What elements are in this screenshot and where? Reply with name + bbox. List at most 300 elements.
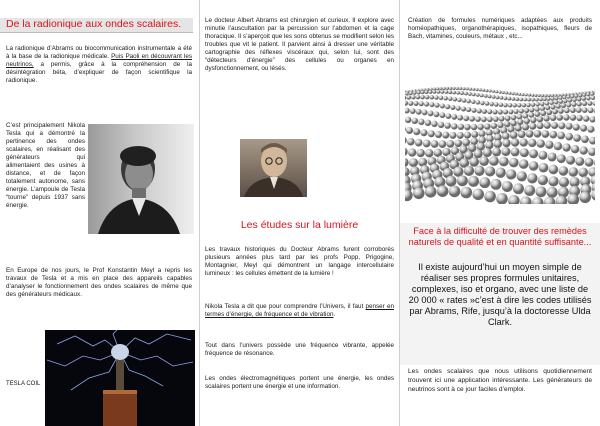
decorative-sphere: [466, 87, 469, 90]
decorative-sphere: [425, 90, 429, 94]
decorative-sphere: [419, 101, 424, 106]
decorative-sphere: [538, 151, 547, 160]
decorative-sphere: [580, 146, 588, 154]
decorative-sphere: [491, 179, 502, 190]
decorative-sphere: [456, 87, 459, 90]
decorative-sphere: [472, 92, 476, 96]
decorative-sphere: [511, 115, 517, 121]
decorative-sphere: [503, 109, 508, 114]
decorative-sphere: [547, 97, 551, 101]
decorative-sphere: [558, 122, 565, 129]
decorative-sphere: [529, 123, 536, 130]
decorative-sphere: [515, 97, 519, 101]
decorative-sphere: [507, 97, 511, 101]
decorative-sphere: [451, 114, 457, 120]
decorative-sphere: [475, 88, 478, 91]
decorative-sphere: [566, 156, 575, 165]
decorative-sphere: [459, 87, 462, 90]
decorative-sphere: [559, 99, 564, 104]
decorative-sphere: [440, 103, 445, 108]
decorative-sphere: [558, 108, 564, 114]
decorative-sphere: [471, 108, 476, 113]
decorative-sphere: [531, 98, 535, 102]
decorative-sphere: [511, 97, 515, 101]
decorative-sphere: [424, 102, 429, 107]
decorative-sphere: [594, 108, 595, 114]
decorative-sphere: [405, 101, 408, 106]
decorative-sphere: [413, 91, 417, 95]
decorative-sphere: [520, 196, 532, 204]
decorative-sphere: [474, 166, 484, 176]
decorative-sphere: [498, 91, 501, 94]
paragraph-applications: Les ondes scalaires que nous utilisons quotidiennement trouvent ici une application intéressante. Les générateurs de neutrinos sont à ce jour faciles d’emploi.: [408, 368, 592, 393]
decorative-sphere: [537, 116, 543, 122]
decorative-sphere: [484, 191, 496, 203]
decorative-sphere: [568, 167, 578, 177]
decorative-sphere: [492, 90, 495, 93]
paragraph-tesla-quote-text-b: .: [333, 311, 336, 318]
decorative-sphere: [583, 115, 589, 121]
decorative-sphere: [538, 94, 541, 97]
decorative-sphere: [508, 109, 513, 114]
decorative-sphere: [561, 103, 566, 108]
decorative-sphere: [485, 89, 488, 92]
decorative-sphere: [469, 157, 479, 167]
decorative-sphere: [511, 138, 519, 146]
decorative-sphere: [510, 120, 516, 126]
decorative-sphere: [457, 115, 463, 121]
decorative-sphere: [443, 96, 448, 101]
decorative-sphere: [405, 137, 407, 145]
decorative-sphere: [589, 137, 595, 145]
decorative-sphere: [585, 158, 594, 167]
decorative-sphere: [519, 108, 524, 113]
column-middle: [200, 0, 399, 426]
decorative-sphere: [492, 95, 496, 99]
tesla-portrait-image: [88, 124, 194, 234]
decorative-sphere: [428, 130, 435, 137]
decorative-sphere: [463, 115, 469, 121]
decorative-sphere: [405, 92, 409, 96]
decorative-sphere: [440, 90, 444, 94]
decorative-sphere: [405, 126, 406, 133]
decorative-sphere: [484, 123, 490, 129]
decorative-sphere: [539, 97, 543, 101]
decorative-sphere: [496, 168, 506, 178]
decorative-sphere: [588, 107, 594, 113]
decorative-sphere: [579, 192, 591, 204]
decorative-sphere: [587, 101, 592, 106]
decorative-sphere: [537, 122, 544, 129]
decorative-sphere: [460, 91, 464, 95]
decorative-sphere: [502, 91, 505, 94]
decorative-sphere: [568, 98, 573, 103]
decorative-sphere: [480, 101, 485, 106]
decorative-sphere: [563, 114, 569, 120]
decorative-sphere: [508, 103, 512, 108]
decorative-sphere: [508, 92, 511, 95]
decorative-sphere: [485, 166, 495, 176]
decorative-sphere: [469, 88, 472, 91]
energie-frequence-link[interactable]: penser en termes d’énergie, de fréquence et de vibration: [205, 303, 394, 318]
decorative-sphere: [437, 185, 449, 197]
decorative-sphere: [572, 102, 577, 107]
decorative-sphere: [446, 87, 449, 90]
decorative-sphere: [576, 107, 582, 113]
decorative-sphere: [462, 98, 467, 103]
decorative-sphere: [439, 96, 444, 101]
decorative-sphere: [457, 175, 468, 186]
decorative-sphere: [476, 100, 481, 105]
decorative-sphere: [532, 197, 544, 204]
decorative-sphere: [569, 177, 579, 187]
decorative-sphere: [435, 103, 440, 108]
decorative-sphere: [559, 177, 569, 187]
decorative-sphere: [464, 132, 471, 139]
decorative-sphere: [548, 176, 558, 186]
decorative-sphere: [514, 109, 519, 114]
decorative-sphere: [464, 166, 474, 176]
decorative-sphere: [471, 124, 477, 130]
decorative-sphere: [416, 109, 422, 115]
decorative-sphere: [432, 90, 436, 94]
decorative-sphere: [554, 142, 562, 150]
decorative-sphere: [457, 98, 462, 103]
decorative-sphere: [562, 143, 570, 151]
paragraph-abrams: Le docteur Albert Abrams est chirurgien et curieux. Il explore avec minutie l’auscultation par la percussion sur l’abdomen et la cage thoracique. Il s’aperçoit que les sons obtenus se modifient selon les troubles que vit le patient. Il parvient ainsi à dresser une véritable cartographie des réflexes viscéraux qui, selon lui, sont des “détecteurs d’énergie” des cellules ou organes en dysfonctionnement, ou lésés.: [205, 17, 394, 72]
decorative-sphere: [588, 148, 595, 156]
decorative-sphere: [544, 94, 547, 97]
decorative-sphere: [538, 175, 548, 185]
decorative-sphere: [464, 124, 470, 130]
decorative-sphere: [512, 103, 517, 108]
decorative-sphere: [454, 139, 462, 147]
decorative-sphere: [493, 109, 498, 114]
decorative-sphere: [484, 94, 488, 98]
decorative-sphere: [464, 92, 468, 96]
decorative-sphere: [413, 128, 420, 135]
paragraph-frequence: Tout dans l’univers possède une fréquence vibrante, appelée fréquence de résonance.: [205, 342, 394, 357]
decorative-sphere: [581, 135, 589, 143]
decorative-sphere: [534, 130, 542, 138]
decorative-sphere: [478, 130, 485, 137]
decorative-sphere: [479, 177, 490, 188]
decorative-sphere: [479, 88, 482, 91]
decorative-sphere: [421, 90, 425, 94]
decorative-sphere: [577, 101, 582, 106]
decorative-sphere: [409, 91, 413, 95]
decorative-sphere: [551, 122, 558, 129]
decorative-sphere: [444, 90, 448, 94]
decorative-sphere: [446, 176, 457, 187]
decorative-sphere: [453, 97, 458, 102]
decorative-sphere: [551, 94, 554, 97]
decorative-sphere: [544, 122, 551, 129]
decorative-sphere: [431, 140, 439, 148]
decorative-sphere: [420, 129, 427, 136]
decorative-sphere: [556, 104, 561, 109]
decorative-sphere: [593, 101, 595, 106]
decorative-sphere: [517, 171, 527, 181]
decorative-sphere: [520, 138, 528, 146]
decorative-sphere: [546, 110, 552, 116]
decorative-sphere: [488, 94, 492, 98]
decorative-sphere: [587, 126, 594, 133]
decorative-sphere: [586, 96, 591, 101]
decorative-sphere: [534, 94, 537, 97]
decorative-sphere: [582, 107, 588, 113]
decorative-sphere: [466, 107, 471, 112]
decorative-sphere: [539, 163, 549, 173]
paragraph-tesla-quote: [205, 303, 394, 319]
decorative-sphere: [477, 108, 482, 113]
decorative-sphere: [505, 115, 511, 121]
decorative-sphere: [577, 97, 582, 102]
decorative-sphere: [448, 90, 452, 94]
decorative-sphere: [417, 91, 421, 95]
decorative-sphere: [540, 102, 545, 107]
decorative-sphere: [453, 167, 463, 177]
decorative-sphere: [551, 97, 555, 101]
decorative-sphere: [586, 93, 590, 97]
decorative-sphere: [565, 133, 573, 141]
decorative-sphere: [450, 105, 455, 110]
decorative-sphere: [438, 122, 444, 128]
decorative-sphere: [446, 113, 452, 119]
decorative-sphere: [590, 92, 594, 96]
decorative-sphere: [405, 158, 409, 167]
decorative-sphere: [413, 188, 425, 200]
decorative-sphere: [589, 116, 595, 122]
decorative-sphere: [444, 122, 450, 128]
decorative-sphere: [449, 132, 456, 139]
decorative-sphere: [527, 173, 537, 183]
decorative-sphere: [468, 92, 472, 96]
decorative-sphere: [573, 134, 581, 142]
decorative-sphere: [527, 98, 531, 102]
decorative-sphere: [461, 187, 473, 199]
section-title-lumiere: Les études sur la lumière: [240, 219, 359, 231]
decorative-sphere: [425, 95, 430, 100]
decorative-sphere: [462, 87, 465, 90]
decorative-sphere: [545, 101, 550, 106]
decorative-sphere: [529, 149, 538, 158]
paragraph-radionique-text-a: La radionique d’Abrams ou biocommunication instrumentale a été à la base de la radionique médicale.: [6, 45, 192, 60]
decorative-sphere: [434, 111, 440, 117]
decorative-sphere: [573, 124, 580, 131]
decorative-sphere: [540, 106, 545, 111]
decorative-sphere: [436, 90, 440, 94]
decorative-sphere: [511, 147, 520, 156]
decorative-sphere: [420, 95, 425, 100]
decorative-sphere: [591, 189, 595, 201]
decorative-sphere: [494, 102, 499, 107]
decorative-sphere: [499, 116, 505, 122]
decorative-sphere: [405, 108, 410, 114]
decorative-sphere: [578, 167, 588, 177]
decorative-sphere: [499, 96, 503, 100]
decorative-sphere: [517, 114, 523, 120]
decorative-sphere: [528, 139, 536, 147]
paragraph-tesla: C’est principalement Nikola Tesla qui a démontré la pertinence des ondes scalaires, en réalisant des générateurs qui alimentaient des usines à distance, et de façon totalement autonome, sans énergie. L’ampoule de Tesla “tourne” depuis 1937 sans énergie.: [6, 122, 85, 209]
decorative-sphere: [447, 140, 455, 148]
decorative-sphere: [508, 195, 520, 204]
decorative-sphere: [574, 94, 578, 98]
section-header-bar: [0, 18, 193, 33]
decorative-sphere: [503, 103, 508, 108]
decorative-sphere: [549, 101, 554, 106]
decorative-sphere: [541, 94, 544, 97]
decorative-sphere: [423, 140, 431, 148]
decorative-sphere: [487, 116, 493, 122]
decorative-sphere: [452, 91, 456, 95]
decorative-sphere: [535, 102, 540, 107]
decorative-sphere: [524, 118, 530, 124]
decorative-sphere: [548, 94, 551, 97]
decorative-sphere: [471, 100, 476, 105]
decorative-sphere: [406, 127, 413, 134]
rates-paragraph: Il existe aujourd’hui un moyen simple de réaliser ses propres formules unitaires, complexes, iso et organo, avec une liste de 20 000 « rates »c’est à dire les codes utilisés par Abrams, Rife, jusqu’à la doctoresse Ulda Clark.: [408, 262, 592, 327]
decorative-sphere: [537, 140, 545, 148]
decorative-sphere: [449, 87, 452, 90]
decorative-sphere: [485, 101, 490, 106]
decorative-sphere: [548, 152, 557, 161]
decorative-sphere: [580, 125, 587, 132]
decorative-sphere: [475, 116, 481, 122]
decorative-sphere: [458, 124, 464, 130]
spheres-wave-image: [405, 84, 595, 204]
decorative-sphere: [471, 131, 478, 138]
decorative-sphere: [519, 97, 523, 101]
tesla-coil-caption: TESLA COIL: [6, 381, 41, 387]
decorative-sphere: [480, 93, 484, 97]
decorative-sphere: [536, 186, 547, 197]
decorative-sphere: [549, 165, 559, 175]
decorative-sphere: [531, 94, 534, 97]
decorative-sphere: [506, 169, 516, 179]
tesla-coil-image: [45, 330, 195, 426]
red-heading-remedes: Face à la difficulté de trouver des remèdes naturels de qualité et en quantité suffisante...: [408, 226, 592, 247]
decorative-sphere: [528, 93, 531, 96]
decorative-sphere: [557, 114, 563, 120]
decorative-sphere: [525, 93, 528, 96]
decorative-sphere: [564, 108, 570, 114]
decorative-sphere: [405, 148, 408, 156]
paragraph-etudes: Les travaux historiques du Docteur Abrams furent corroborés plusieurs années plus tard par les profs Popp, Prigogine, Montagnier, Meyl qui démontrent un langage intercellulaire lumineux : les cellules émettent de la lumière !: [205, 246, 394, 277]
decorative-sphere: [563, 99, 568, 104]
paragraph-tesla-quote-text-a: Nikola Tesla a dit que pour comprendre l’Univers, il faut: [205, 303, 366, 310]
column-left: [0, 0, 199, 426]
neutrinos-link[interactable]: Puis Paoli en découvrant les neutrinos,: [6, 53, 192, 68]
decorative-sphere: [440, 112, 446, 118]
decorative-sphere: [522, 103, 527, 108]
decorative-sphere: [519, 159, 529, 169]
decorative-sphere: [472, 189, 484, 201]
decorative-sphere: [477, 124, 483, 130]
decorative-sphere: [523, 98, 527, 102]
abrams-portrait-image: [240, 139, 307, 197]
decorative-sphere: [487, 109, 492, 114]
decorative-sphere: [570, 114, 576, 120]
decorative-sphere: [535, 98, 539, 102]
decorative-sphere: [439, 140, 447, 148]
decorative-sphere: [489, 89, 492, 92]
decorative-sphere: [557, 132, 565, 140]
decorative-sphere: [445, 104, 450, 109]
decorative-sphere: [502, 139, 510, 147]
decorative-sphere: [416, 95, 421, 100]
decorative-sphere: [529, 107, 534, 112]
decorative-sphere: [505, 91, 508, 94]
decorative-sphere: [448, 97, 453, 102]
decorative-sphere: [408, 148, 416, 156]
decorative-sphere: [425, 120, 431, 126]
decorative-sphere: [578, 94, 582, 98]
decorative-sphere: [479, 156, 489, 166]
decorative-sphere: [489, 102, 494, 107]
decorative-sphere: [411, 95, 416, 100]
decorative-sphere: [517, 103, 522, 108]
decorative-sphere: [431, 121, 437, 127]
decorative-sphere: [481, 116, 487, 122]
decorative-sphere: [544, 197, 556, 204]
decorative-sphere: [540, 110, 546, 116]
decorative-sphere: [414, 101, 419, 106]
decorative-sphere: [524, 185, 535, 196]
decorative-sphere: [491, 123, 497, 129]
decorative-sphere: [405, 190, 413, 202]
decorative-sphere: [428, 111, 434, 117]
decorative-sphere: [429, 90, 433, 94]
decorative-sphere: [485, 141, 493, 149]
decorative-sphere: [582, 93, 586, 97]
decorative-sphere: [549, 131, 557, 139]
decorative-sphere: [407, 138, 415, 146]
decorative-sphere: [496, 193, 508, 204]
decorative-sphere: [515, 92, 518, 95]
decorative-sphere: [582, 96, 587, 101]
decorative-sphere: [543, 97, 547, 101]
decorative-sphere: [456, 91, 460, 95]
decorative-sphere: [482, 109, 487, 114]
decorative-sphere: [492, 147, 501, 156]
paragraph-ondes: Les ondes électromagnétiques portent une énergie, les ondes scalaires portent une énergie et une information.: [205, 375, 394, 390]
decorative-sphere: [499, 157, 509, 167]
decorative-sphere: [405, 96, 406, 101]
decorative-sphere: [526, 130, 534, 138]
decorative-sphere: [552, 109, 558, 115]
decorative-sphere: [518, 93, 521, 96]
decorative-sphere: [457, 132, 464, 139]
decorative-sphere: [415, 139, 423, 147]
decorative-sphere: [417, 149, 425, 157]
decorative-sphere: [547, 187, 558, 198]
decorative-sphere: [509, 158, 519, 168]
decorative-sphere: [412, 118, 418, 124]
decorative-sphere: [570, 107, 576, 113]
decorative-sphere: [439, 87, 442, 90]
section-title-radionique: De la radionique aux ondes scalaires.: [6, 18, 182, 30]
decorative-sphere: [425, 149, 433, 157]
decorative-sphere: [524, 108, 529, 113]
decorative-sphere: [435, 131, 442, 138]
decorative-sphere: [422, 110, 428, 116]
decorative-sphere: [472, 88, 475, 91]
decorative-sphere: [494, 140, 502, 148]
decorative-sphere: [520, 148, 529, 157]
decorative-sphere: [512, 92, 515, 95]
decorative-sphere: [443, 87, 446, 90]
